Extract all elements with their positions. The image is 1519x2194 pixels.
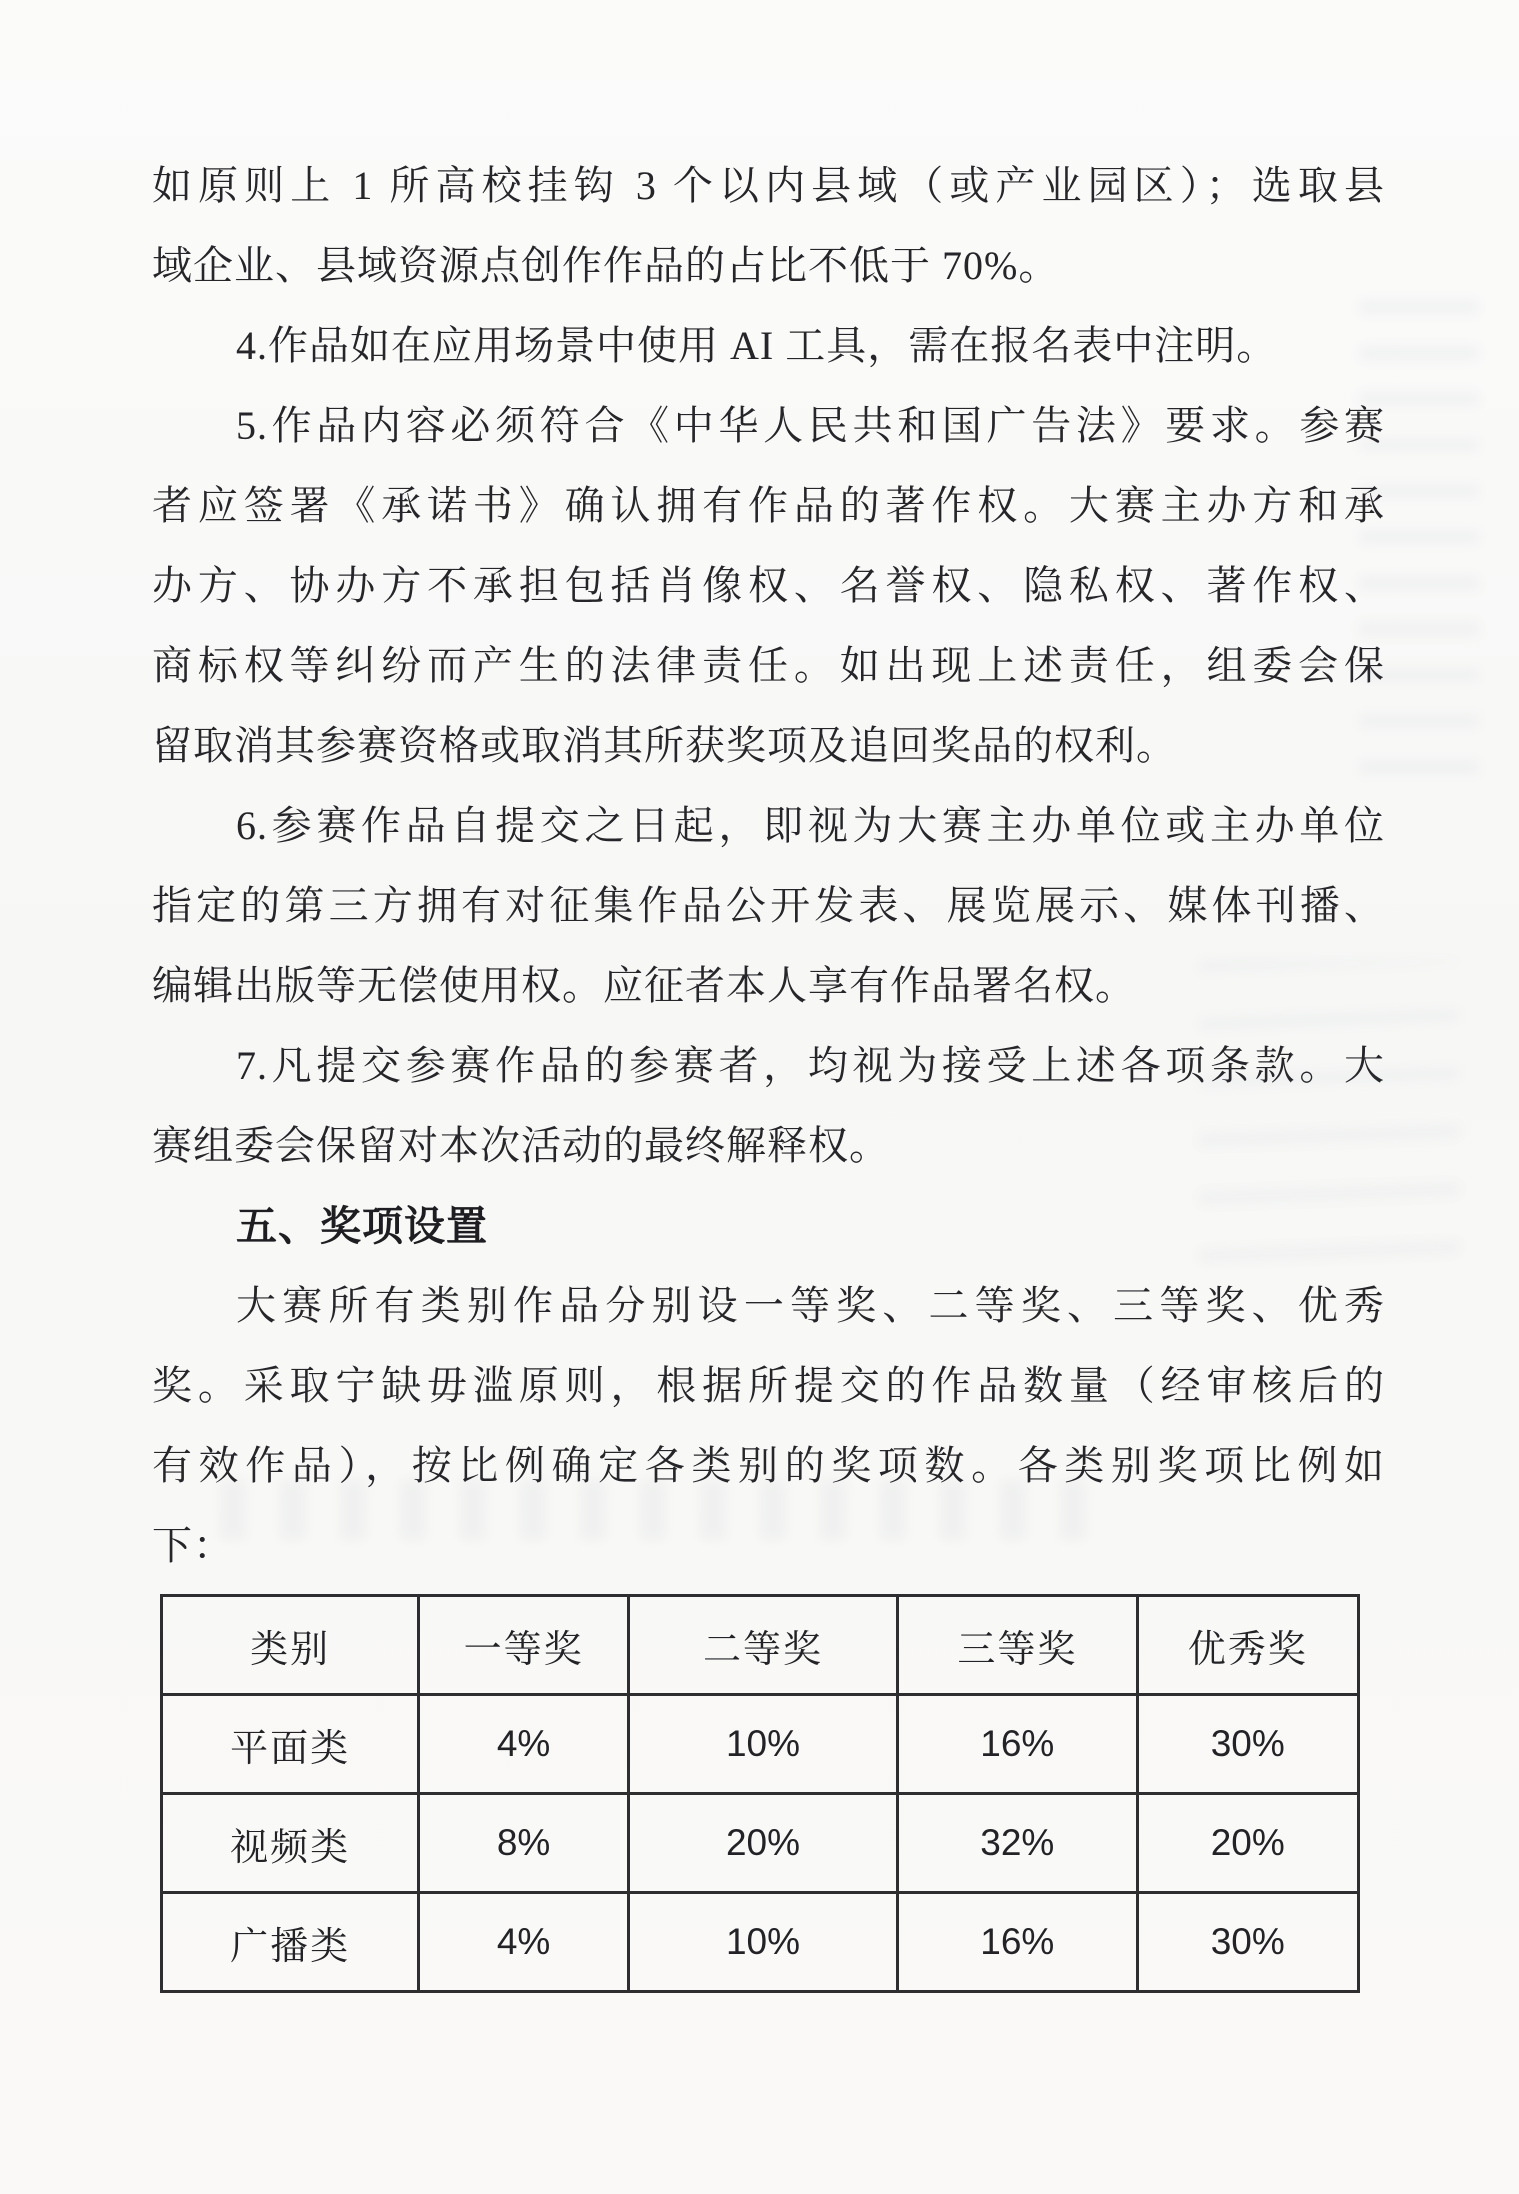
percentage-cell: 10% xyxy=(628,1893,897,1992)
text-line: 6.参赛作品自提交之日起，即视为大赛主办单位或主办单位 xyxy=(236,803,1385,848)
text-line: 五、奖项设置 xyxy=(236,1203,488,1249)
text-line: 大赛所有类别作品分别设一等奖、二等奖、三等奖、优秀 xyxy=(236,1283,1385,1328)
text-line: 域企业、县域资源点创作作品的占比不低于 70%。 xyxy=(152,243,1060,288)
percentage-cell: 16% xyxy=(898,1695,1137,1794)
percentage-cell: 4% xyxy=(419,1893,628,1992)
percentage-cell: 16% xyxy=(898,1893,1137,1992)
percentage-cell: 20% xyxy=(628,1794,897,1893)
awards-percentage-table xyxy=(160,1594,1360,1993)
paragraph xyxy=(152,1266,1385,1586)
category-cell: 广播类 xyxy=(162,1893,419,1992)
text-line: 如原则上 1 所高校挂钩 3 个以内县域（或产业园区）；选取县 xyxy=(152,163,1385,208)
table-row xyxy=(162,1695,1359,1794)
table-row xyxy=(162,1893,1359,1992)
paragraph xyxy=(152,386,1385,786)
text-line: 奖。采取宁缺毋滥原则，根据所提交的作品数量（经审核后的 xyxy=(152,1363,1385,1408)
percentage-cell: 30% xyxy=(1137,1893,1358,1992)
text-line: 留取消其参赛资格或取消其所获奖项及追回奖品的权利。 xyxy=(152,723,1177,768)
percentage-cell: 10% xyxy=(628,1695,897,1794)
text-line: 有效作品），按比例确定各类别的奖项数。各类别奖项比例如 xyxy=(152,1443,1385,1488)
column-header: 三等奖 xyxy=(898,1596,1137,1695)
percentage-cell: 30% xyxy=(1137,1695,1358,1794)
percentage-cell: 32% xyxy=(898,1794,1137,1893)
table-row xyxy=(162,1794,1359,1893)
percentage-cell: 8% xyxy=(419,1794,628,1893)
text-line: 7.凡提交参赛作品的参赛者，均视为接受上述各项条款。大 xyxy=(236,1043,1385,1088)
paragraph xyxy=(152,786,1385,1026)
category-cell: 视频类 xyxy=(162,1794,419,1893)
text-line: 办方、协办方不承担包括肖像权、名誉权、隐私权、著作权、 xyxy=(152,563,1385,608)
paragraph xyxy=(152,146,1385,306)
column-header: 一等奖 xyxy=(419,1596,628,1695)
table-header-row xyxy=(162,1596,1359,1695)
document-text xyxy=(152,146,1385,1586)
paragraph xyxy=(152,1026,1385,1186)
text-line: 5.作品内容必须符合《中华人民共和国广告法》要求。参赛 xyxy=(236,403,1385,448)
paragraph xyxy=(152,306,1385,386)
text-line: 赛组委会保留对本次活动的最终解释权。 xyxy=(152,1123,890,1168)
column-header: 优秀奖 xyxy=(1137,1596,1358,1695)
text-line: 商标权等纠纷而产生的法律责任。如出现上述责任，组委会保 xyxy=(152,643,1385,688)
text-line: 者应签署《承诺书》确认拥有作品的著作权。大赛主办方和承 xyxy=(152,483,1385,528)
category-cell: 平面类 xyxy=(162,1695,419,1794)
text-line: 4.作品如在应用场景中使用 AI 工具，需在报名表中注明。 xyxy=(236,323,1278,368)
text-line: 指定的第三方拥有对征集作品公开发表、展览展示、媒体刊播、 xyxy=(152,883,1385,928)
text-line: 编辑出版等无偿使用权。应征者本人享有作品署名权。 xyxy=(152,963,1136,1008)
text-line: 下： xyxy=(152,1523,234,1568)
percentage-cell: 20% xyxy=(1137,1794,1358,1893)
column-header: 二等奖 xyxy=(628,1596,897,1695)
section-heading xyxy=(152,1186,1385,1266)
percentage-cell: 4% xyxy=(419,1695,628,1794)
column-header: 类别 xyxy=(162,1596,419,1695)
